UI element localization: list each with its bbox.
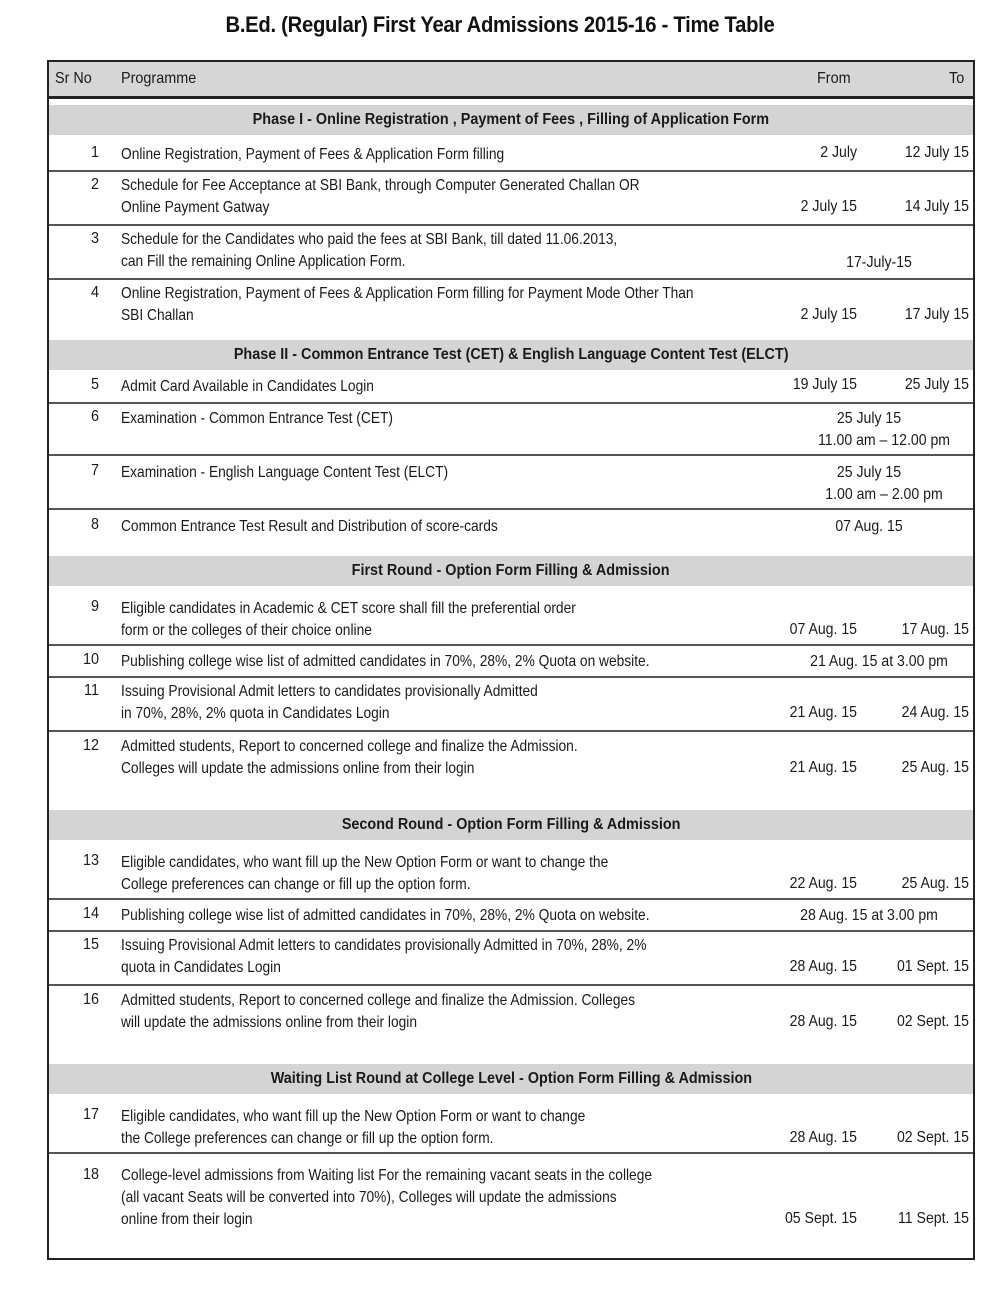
programme-text: Schedule for the Candidates who paid the fees at SBI Bank, till dated 11.06.2013, <box>121 231 618 248</box>
from-date: 28 Aug. 15 <box>789 1013 857 1030</box>
timetable <box>47 60 975 1260</box>
from-date: 22 Aug. 15 <box>789 875 857 892</box>
from-date: 21 Aug. 15 <box>789 704 857 721</box>
from-date: 28 Aug. 15 <box>789 958 857 975</box>
programme-text: Schedule for Fee Acceptance at SBI Bank, through Computer Generated Challan OR <box>121 177 640 194</box>
from-date: 19 July 15 <box>792 376 857 393</box>
from-date: 2 July <box>820 144 857 161</box>
programme-text: Colleges will update the admissions online from their login <box>121 760 475 777</box>
sr-no: 18 <box>82 1166 99 1183</box>
col-sr-no: Sr No <box>55 70 92 87</box>
publish-datetime: 21 Aug. 15 at 3.00 pm <box>810 653 948 670</box>
date: 17-July-15 <box>846 254 912 271</box>
sr-no: 13 <box>82 852 99 869</box>
to-date: 12 July 15 <box>904 144 969 161</box>
phase-title: Phase II - Common Entrance Test (CET) & English Language Content Test (ELCT) <box>233 346 789 363</box>
programme-text: Examination - Common Entrance Test (CET) <box>121 410 393 427</box>
phase-title: Waiting List Round at College Level - Option Form Filling & Admission <box>270 1070 752 1087</box>
from-date: 28 Aug. 15 <box>789 1129 857 1146</box>
from-date: 21 Aug. 15 <box>789 759 857 776</box>
table-row <box>49 842 973 900</box>
sr-no: 14 <box>82 905 99 922</box>
programme-text: Common Entrance Test Result and Distribution of score-cards <box>121 518 498 535</box>
programme-text: in 70%, 28%, 2% quota in Candidates Login <box>121 705 390 722</box>
phase-header <box>49 556 973 586</box>
programme-text: Admitted students, Report to concerned college and finalize the Admission. <box>121 738 578 755</box>
programme-text: will update the admissions online from their login <box>121 1014 418 1031</box>
programme-text: form or the colleges of their choice online <box>121 622 372 639</box>
programme-text: Admitted students, Report to concerned college and finalize the Admission. Colleges <box>121 992 636 1009</box>
from-date: 05 Sept. 15 <box>784 1210 857 1227</box>
exam-time: 1.00 am – 2.00 pm <box>825 486 943 503</box>
to-date: 02 Sept. 15 <box>896 1129 969 1146</box>
programme-text: (all vacant Seats will be converted into 70%), Colleges will update the admissions <box>121 1189 617 1206</box>
table-row <box>49 1154 973 1244</box>
sr-no: 4 <box>90 284 99 301</box>
programme-text: SBI Challan <box>121 307 194 324</box>
to-date: 02 Sept. 15 <box>896 1013 969 1030</box>
programme-text: Online Payment Gatway <box>121 199 270 216</box>
phase-header <box>49 340 973 370</box>
table-row <box>49 986 973 1046</box>
programme-text: Publishing college wise list of admitted candidates in 70%, 28%, 2% Quota on website. <box>121 653 650 670</box>
programme-text: Issuing Provisional Admit letters to candidates provisionally Admitted <box>121 683 538 700</box>
to-date: 25 July 15 <box>904 376 969 393</box>
page-title: B.Ed. (Regular) First Year Admissions 2015-16 - Time Table <box>225 12 775 37</box>
phase-header <box>49 810 973 840</box>
programme-text: Admit Card Available in Candidates Login <box>121 378 374 395</box>
table-row <box>49 510 973 544</box>
sr-no: 6 <box>90 408 99 425</box>
to-date: 25 Aug. 15 <box>901 875 969 892</box>
programme-text: quota in Candidates Login <box>121 959 281 976</box>
sr-no: 15 <box>82 936 99 953</box>
to-date: 01 Sept. 15 <box>896 958 969 975</box>
sr-no: 10 <box>82 651 99 668</box>
col-to: To <box>949 70 965 87</box>
sr-no: 5 <box>90 376 99 393</box>
phase-title: First Round - Option Form Filling & Admission <box>352 562 670 579</box>
programme-text: Online Registration, Payment of Fees & Application Form filling for Payment Mode Other Than <box>121 285 694 302</box>
programme-text: Issuing Provisional Admit letters to candidates provisionally Admitted in 70%, 28%, 2% <box>121 937 647 954</box>
exam-time: 11.00 am – 12.00 pm <box>817 432 951 449</box>
programme-text: Examination - English Language Content Test (ELCT) <box>121 464 449 481</box>
phase-header <box>49 105 973 135</box>
exam-date: 25 July 15 <box>836 410 902 427</box>
table-row <box>49 1096 973 1154</box>
sr-no: 9 <box>90 598 99 615</box>
publish-datetime: 28 Aug. 15 at 3.00 pm <box>800 907 938 924</box>
table-row <box>49 372 973 404</box>
to-date: 11 Sept. 15 <box>898 1210 969 1227</box>
programme-text: Publishing college wise list of admitted candidates in 70%, 28%, 2% Quota on website. <box>121 907 650 924</box>
table-row <box>49 646 973 678</box>
table-row <box>49 172 973 226</box>
sr-no: 17 <box>82 1106 99 1123</box>
to-date: 25 Aug. 15 <box>901 759 969 776</box>
phase-title: Second Round - Option Form Filling & Admission <box>341 816 681 833</box>
sr-no: 7 <box>90 462 99 479</box>
date: 07 Aug. 15 <box>835 518 903 535</box>
table-row <box>49 732 973 792</box>
sr-no: 1 <box>90 144 99 161</box>
table-row <box>49 226 973 280</box>
table-row <box>49 588 973 646</box>
to-date: 24 Aug. 15 <box>901 704 969 721</box>
table-header <box>49 62 973 99</box>
sr-no: 8 <box>90 516 99 533</box>
from-date: 07 Aug. 15 <box>789 621 857 638</box>
programme-text: Eligible candidates, who want fill up the New Option Form or want to change the <box>121 854 609 871</box>
exam-date: 25 July 15 <box>836 464 902 481</box>
table-row <box>49 932 973 986</box>
table-row <box>49 456 973 510</box>
programme-text: Eligible candidates, who want fill up the New Option Form or want to change <box>121 1108 586 1125</box>
programme-text: College-level admissions from Waiting list For the remaining vacant seats in the college <box>121 1167 653 1184</box>
phase-title: Phase I - Online Registration , Payment of Fees , Filling of Application Form <box>252 111 770 128</box>
table-row <box>49 900 973 932</box>
programme-text: Eligible candidates in Academic & CET score shall fill the preferential order <box>121 600 576 617</box>
from-date: 2 July 15 <box>800 306 857 323</box>
sr-no: 16 <box>82 991 99 1008</box>
from-date: 2 July 15 <box>800 198 857 215</box>
table-row <box>49 404 973 456</box>
sr-no: 2 <box>90 176 99 193</box>
to-date: 17 July 15 <box>904 306 969 323</box>
col-from: From <box>817 70 851 87</box>
table-row <box>49 140 973 172</box>
programme-text: College preferences can change or fill up the option form. <box>121 876 471 893</box>
sr-no: 3 <box>90 230 99 247</box>
programme-text: Online Registration, Payment of Fees & Application Form filling <box>121 146 505 163</box>
to-date: 14 July 15 <box>904 198 969 215</box>
programme-text: can Fill the remaining Online Application Form. <box>121 253 406 270</box>
sr-no: 12 <box>82 737 99 754</box>
programme-text: online from their login <box>121 1211 253 1228</box>
table-row <box>49 280 973 332</box>
table-row <box>49 678 973 732</box>
phase-header <box>49 1064 973 1094</box>
to-date: 17 Aug. 15 <box>901 621 969 638</box>
col-programme: Programme <box>121 70 197 87</box>
programme-text: the College preferences can change or fill up the option form. <box>121 1130 494 1147</box>
sr-no: 11 <box>84 682 99 699</box>
